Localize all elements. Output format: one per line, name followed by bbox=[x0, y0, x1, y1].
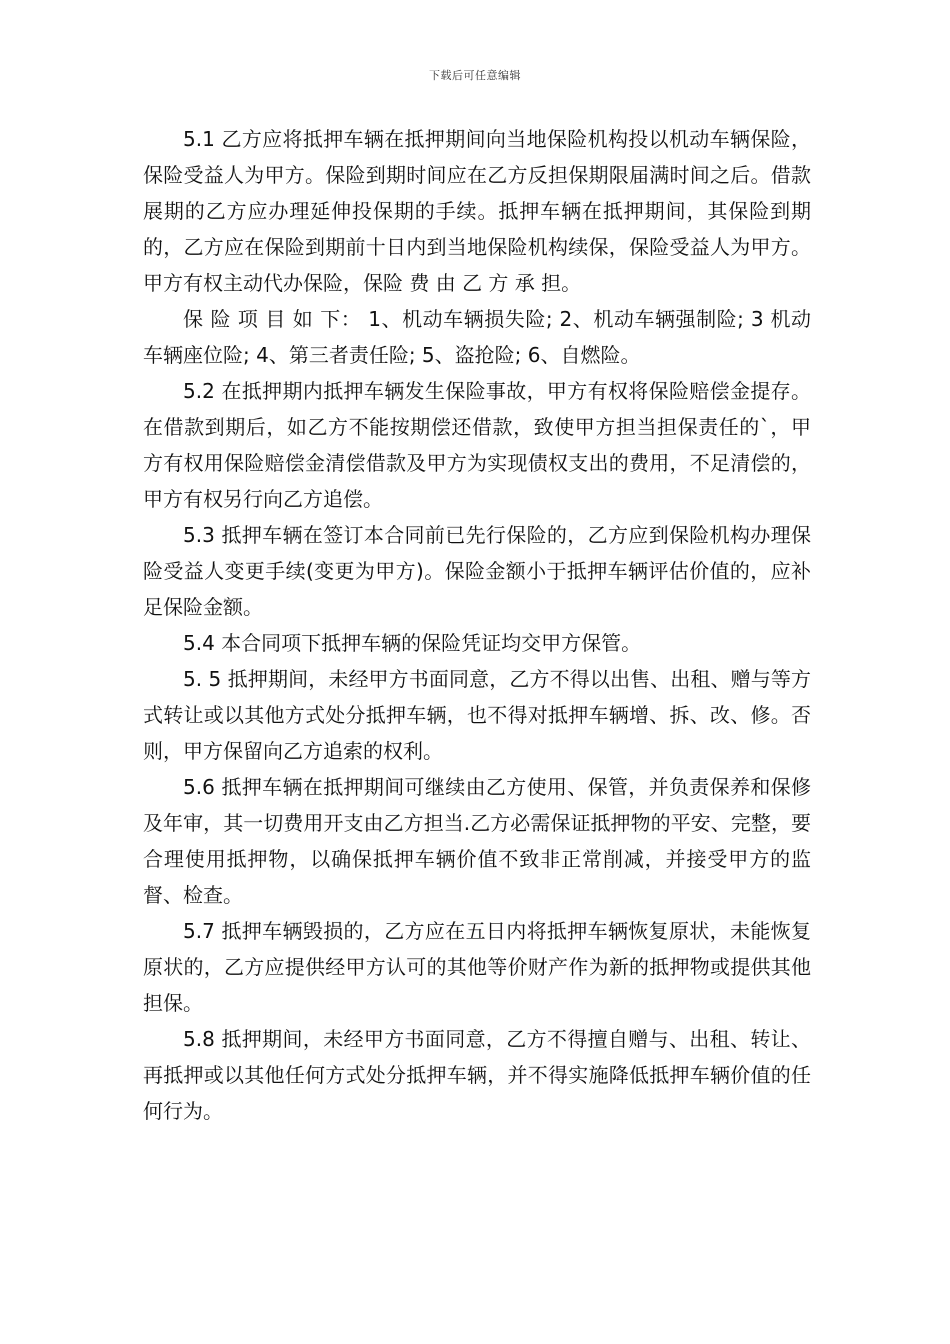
paragraph-5-1: 5.1 乙方应将抵押车辆在抵押期间向当地保险机构投以机动车辆保险，保险受益人为甲方。保险到期时间应在乙方反担保期限届满时间之后。借款展期的乙方应办理延伸投保期的手续。抵押车辆在抵押期间，其保险到期的，乙方应在保险到期前十日内到当地保险机构续保，保险受益人为甲方。甲方有权主动代办保险，保险 费 由 乙 方 承 担。 bbox=[143, 127, 811, 295]
paragraph-insurance-items: 保 险 项 目 如 下： 1、机动车辆损失险; 2、机动车辆强制险; 3 机动车辆座位险; 4、第三者责任险; 5、盗抢险; 6、自燃险。 bbox=[143, 307, 811, 367]
paragraph-5-4: 5.4 本合同项下抵押车辆的保险凭证均交甲方保管。 bbox=[183, 631, 642, 655]
paragraph-5-6: 5.6 抵押车辆在抵押期间可继续由乙方使用、保管，并负责保养和保修及年审，其一切费用开支由乙方担当.乙方必需保证抵押物的平安、完整，要合理使用抵押物，以确保抵押车辆价值不致非正常削减，并接受甲方的监督、检查。 bbox=[143, 775, 811, 907]
document-body bbox=[143, 121, 811, 1129]
page-header: 下载后可任意编辑 bbox=[429, 69, 521, 82]
paragraph-5-5: 5. 5 抵押期间，未经甲方书面同意，乙方不得以出售、出租、赠与等方式转让或以其他方式处分抵押车辆，也不得对抵押车辆增、拆、改、修。否则，甲方保留向乙方追索的权利。 bbox=[143, 667, 811, 763]
paragraph-5-2: 5.2 在抵押期内抵押车辆发生保险事故，甲方有权将保险赔偿金提存。在借款到期后，如乙方不能按期偿还借款，致使甲方担当担保责任的`，甲方有权用保险赔偿金清偿借款及甲方为实现债权支出的费用，不足清偿的，甲方有权另行向乙方追偿。 bbox=[143, 379, 811, 511]
paragraph-5-8: 5.8 抵押期间，未经甲方书面同意，乙方不得擅自赠与、出租、转让、再抵押或以其他任何方式处分抵押车辆，并不得实施降低抵押车辆价值的任何行为。 bbox=[143, 1027, 811, 1123]
paragraph-5-7: 5.7 抵押车辆毁损的，乙方应在五日内将抵押车辆恢复原状，未能恢复原状的，乙方应提供经甲方认可的其他等价财产作为新的抵押物或提供其他担保。 bbox=[143, 919, 811, 1015]
paragraph-5-3: 5.3 抵押车辆在签订本合同前已先行保险的，乙方应到保险机构办理保险受益人变更手续(变更为甲方)。保险金额小于抵押车辆评估价值的，应补足保险金额。 bbox=[143, 523, 811, 619]
